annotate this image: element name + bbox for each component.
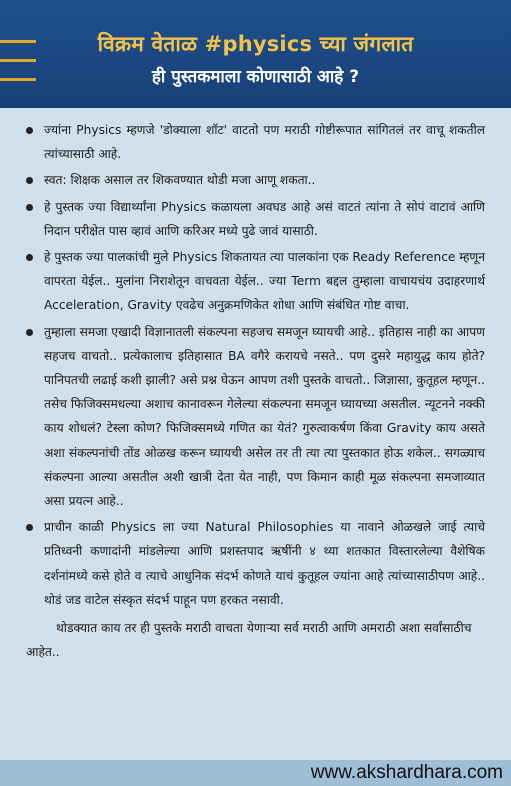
bullet-icon xyxy=(26,329,33,336)
bullet-icon xyxy=(26,254,33,261)
closing-paragraph: थोडक्यात काय तर ही पुस्तके मराठी वाचता येणाऱ्या सर्व मराठी आणि अमराठी अशा सर्वांसाठीच आहेत.. xyxy=(26,621,472,660)
bullet-text: तुम्हाला समजा एखादी विज्ञानातली संकल्पना सहजच समजून घ्यायची आहे.. इतिहास नाही का आपण सहजच वाचतो.. प्रत्येकालाच इतिहासात BA वगैरे करायचे नसते.. पण दुसरे महायुद्ध काय होते? पानिपतची लढाई कशी झाली? असे प्रश्न घेऊन आपण तशी पुस्तके वाचतो.. जिज्ञासा, कुतूहल म्हणून.. तसेच फिजिक्समधल्या अशाच कानावरून गेलेल्या संकल्पना समजून घ्यायच्या असतील. न्यूटनने नक्की काय शोधलं? टेस्ला कोण? फिजिक्समध्ये गणित का येतं? गुरुत्वाकर्षण किंवा Gravity काय असते अशा संकल्पनांची तोंड ओळख करून घ्यायची असेल तर ती त्या त्या पुस्तकात होऊ शकेल.. सगळ्याच संकल्पना आल्या असतील अशी खात्री देता येत नाही, पण किमान काही मूळ संकल्पना समजाव्यात असा प्रयत्न आहे.. xyxy=(44,324,485,509)
bullet-icon xyxy=(26,524,33,531)
list-item xyxy=(26,168,485,192)
list-item xyxy=(26,195,485,243)
bullet-text: स्वत: शिक्षक असाल तर शिकवण्यात थोडी मजा आणू शकता.. xyxy=(44,173,316,188)
list-item xyxy=(26,245,485,318)
list-item xyxy=(26,320,485,514)
bullet-text: हे पुस्तक ज्या पालकांची मुले Physics शिकतायत त्या पालकांना एक Ready Reference म्हणून वापरता येईल.. मुलांना निराशेतून वाचवता येईल.. ज्या Term बद्दल तुम्हाला वाचायचंय उदाहरणार्थ Acceleration, Gravity एवढेच अनुक्रमणिकेत शोधा आणि संबंधित गोष्ट वाचा. xyxy=(44,250,485,313)
header-banner xyxy=(0,0,511,108)
website-url: www.akshardhara.com xyxy=(310,762,503,783)
list-item xyxy=(26,118,485,166)
bullet-text: प्राचीन काळी Physics ला ज्या Natural Philosophies या नावाने ओळखले जाई त्याचे प्रतिध्वनी कणादांनी मांडलेल्या आणि प्रशस्तपाद ऋषींनी ४ थ्या शतकात विस्तारलेल्या वैशेषिक दर्शनांमध्ये कसे होते व त्याचे आधुनिक संदर्भ कोणते याचं कुतूहल ज्यांना आहे त्यांच्यासाठीपण आहे.. थोडं जड वाटेल संस्कृत संदर्भ पाहून पण हरकत नसावी. xyxy=(44,520,485,607)
list-item xyxy=(26,515,485,612)
content-body xyxy=(26,118,485,664)
bullet-text: ज्यांना Physics म्हणजे 'डोक्याला शॉट' वाटतो पण मराठी गोष्टीरूपात सांगितलं तर वाचू शकतील त्यांच्यासाठी आहे. xyxy=(44,123,485,162)
bullet-icon xyxy=(26,204,33,211)
bullet-icon xyxy=(26,177,33,184)
bullet-text: हे पुस्तक ज्या विद्यार्थ्यांना Physics कळायला अवघड आहे असं वाटतं त्यांना ते सोपं वाटावं आणि निदान परीक्षेत पास व्हावं आणि करिअर मध्ये पुढे जावं यासाठी. xyxy=(44,199,485,238)
bullet-icon xyxy=(26,127,33,134)
book-series-title: विक्रम वेताळ #physics च्या जंगलात xyxy=(97,32,414,56)
section-subtitle: ही पुस्तकमाला कोणासाठी आहे ? xyxy=(151,67,360,87)
